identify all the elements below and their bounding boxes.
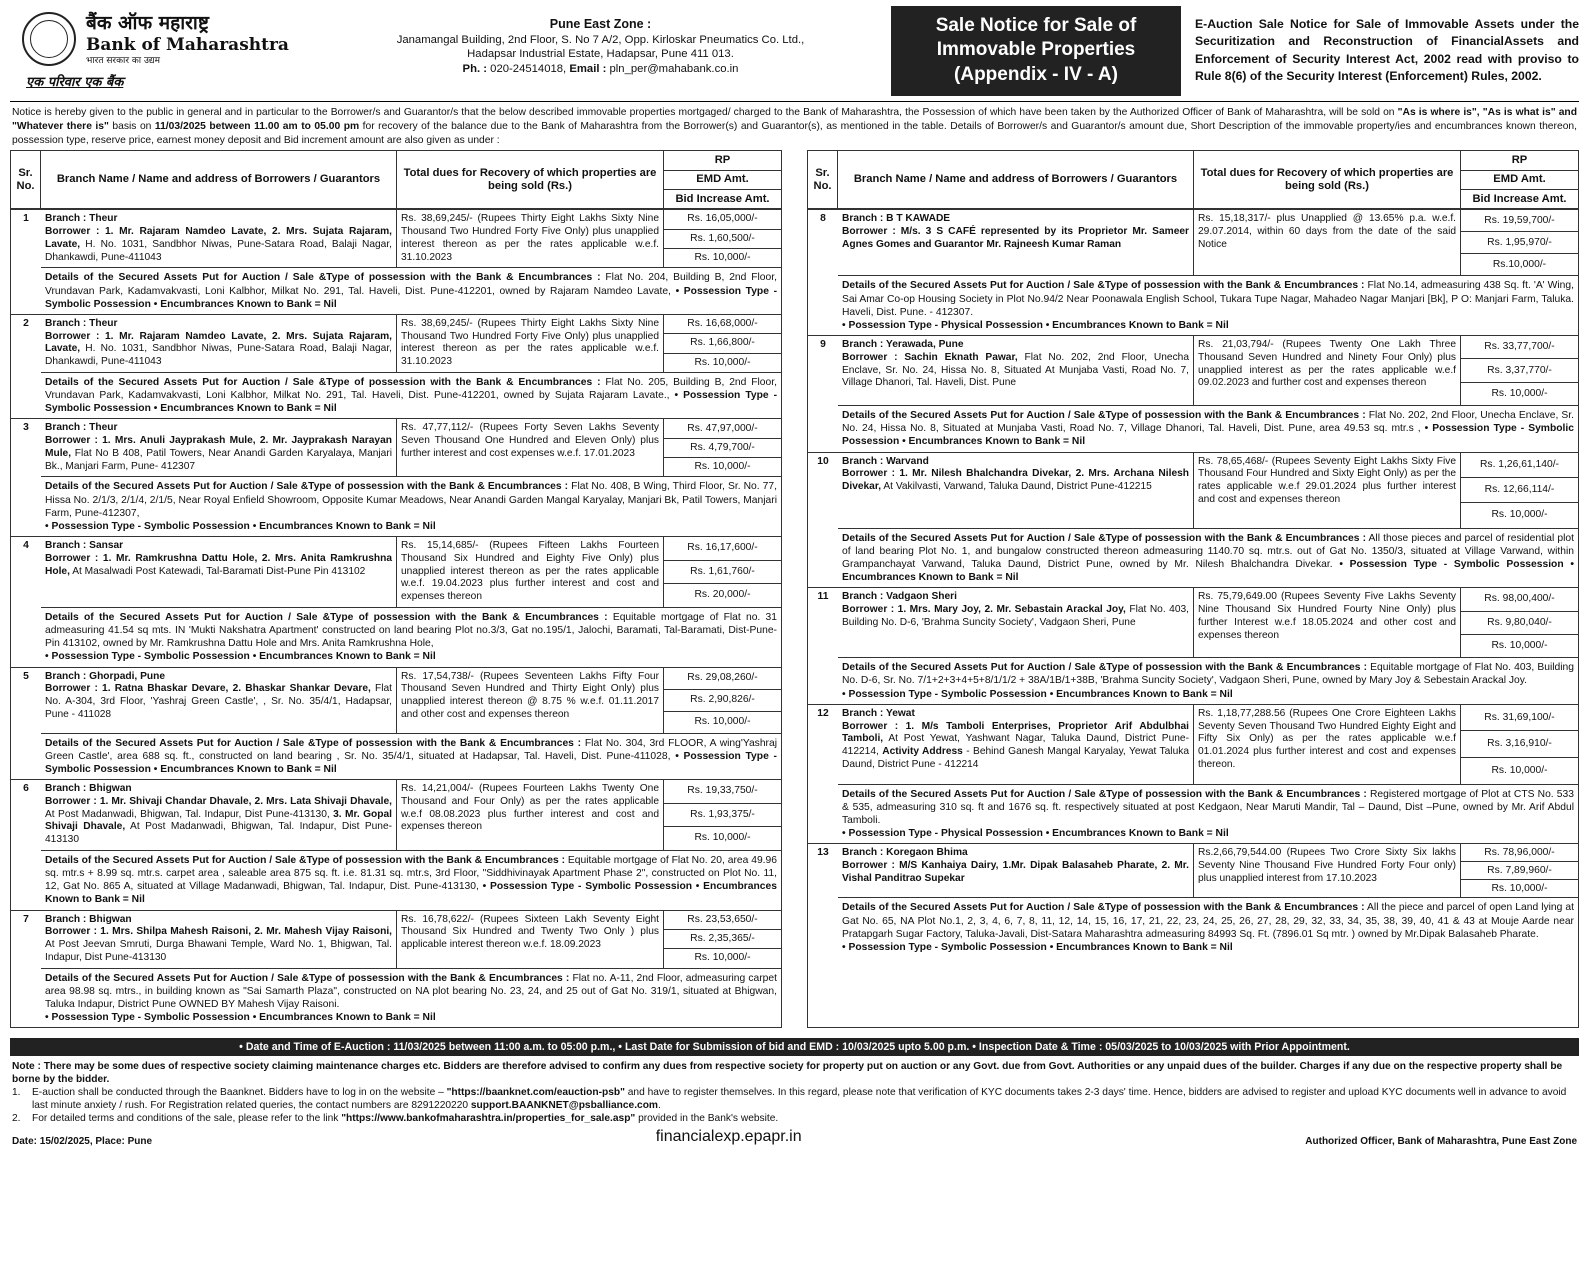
row-borrower: Branch : Sansar Borrower : 1. Mr. Ramkrushna Dattu Hole, 2. Mrs. Anita Ramkrushna Hole, At Masalwadi Post Katewadi, Tal-Baramati Dist-Pune Pin 413102 xyxy=(41,537,397,607)
row-rp: Rs. 33,77,700/- xyxy=(1461,336,1578,359)
intro-text: Notice is hereby given to the public in general and in particular to the Borrower/s and Guarantor/s that the below described immovable properties mortgaged/ charged to the Bank of Maharashtra, the Possession of which have been taken by the Authorized Officer of Bank of Maharashtra, will be sold on "As is where is", "As is what is" and "Whatever there is" basis on 11/03/2025 between 11.00 am to 05.00 pm for recovery of the balance due to the Bank of Maharashtra from the Borrower(s) and Guarantor(s), as mentioned in the table. Details of Borrower/s and Guarantor/s amount due, Short Description of the immovable property/ies and encumbrances known thereon, possession type, reserve price, earnest money deposit and Bid increment amount are also given as under : xyxy=(12,107,1578,146)
table-row xyxy=(11,667,781,733)
row-details: Details of the Secured Assets Put for Auction / Sale &Type of possession with the Bank & Encumbrances : Equitable mortgage of Flat No. 403, Building No. D-6, Sr. No. 7/1+2+3+4+5+8/1/1/2 + 38A/1B/1+38B, 'Brahma Suncity Society', Vadgaon Sheri, Pune, owned by Mary Joy & Sebestain Arackal Joy. • Possession Type - Symbolic Possession • Encumbrances Known to Bank = Nil xyxy=(838,657,1578,704)
header-name: Branch Name / Name and address of Borrowers / Guarantors xyxy=(41,151,397,208)
zone-line1: Janamangal Building, 2nd Floor, S. No 7 A/2, Opp. Kirloskar Pneumatics Co. Ltd., xyxy=(396,33,805,46)
row-amounts xyxy=(1461,705,1578,784)
row-amounts xyxy=(664,780,781,850)
signatory: Authorized Officer, Bank of Maharashtra, Pune East Zone xyxy=(1305,1135,1577,1147)
row-emd: Rs. 9,80,040/- xyxy=(1461,612,1578,635)
row-bid: Rs.10,000/- xyxy=(1492,258,1547,270)
row-dues: Rs.2,66,79,544.00 (Rupees Two Crore Sixty Six lakhs Seventy Nine Thousand Five Hundred Forty Four only) plus unapplied interest from 17.10.2023 xyxy=(1194,844,1461,897)
row-borrower: Branch : Theur Borrower : 1. Mrs. Anuli Jayprakash Mule, 2. Mr. Jayprakash Narayan Mule, Flat No B 408, Patil Towers, Near Anandi Garden Karyalaya, Manjari Bk., Manjari Farm, Pune- 412307 xyxy=(41,419,397,476)
row-borrower: Branch : Bhigwan Borrower : 1. Mrs. Shilpa Mahesh Raisoni, 2. Mr. Mahesh Vijay Raisoni, At Post Jeevan Smruti, Durga Bhawani Temple, Ward No. 1, Bhigwan, Tal. Indapur, Dist Pune-413130 xyxy=(41,911,397,968)
row-emd: Rs. 1,60,500/- xyxy=(664,230,781,249)
row-emd: Rs. 4,79,700/- xyxy=(664,439,781,458)
footer xyxy=(10,1128,1579,1147)
row-bid: Rs. 10,000/- xyxy=(694,715,751,727)
row-rp: Rs. 16,17,600/- xyxy=(664,537,781,561)
row-bid: Rs. 10,000/- xyxy=(694,952,751,964)
row-amounts xyxy=(1461,588,1578,657)
header-name: Branch Name / Name and address of Borrowers / Guarantors xyxy=(838,151,1194,208)
row-details: Details of the Secured Assets Put for Auction / Sale &Type of possession with the Bank & Encumbrances : Flat No. 205, Building B, 2nd Floor, Vrundavan Park, Kadamvakvasti, Loni Kalbhor, Milkat No. 291, Tal. Haveli, Dist. Pune-412201, owned by Sujata Rajaram Lavate., • Possession Type - Symbolic Possession • Encumbrances Known to Bank = Nil xyxy=(41,372,781,419)
row-rp: Rs. 78,96,000/- xyxy=(1461,844,1578,862)
auction-dates-bar: • Date and Time of E-Auction : 11/03/2025 between 11:00 a.m. to 05:00 p.m., • Last Date for Submission of bid and EMD : 10/03/2025 upto 5.00 p.m. • Inspection Date & Time : 05/03/2025 to 10/03/2025 with Prior Appointment. xyxy=(10,1038,1579,1056)
logo-english: Bank of Maharashtra xyxy=(86,35,289,56)
row-dues: Rs. 38,69,245/- (Rupees Thirty Eight Lakhs Sixty Nine Thousand Two Hundred Forty Five Only) plus unapplied interest thereon as per the rates applicable w.e.f. 31.10.2023 xyxy=(397,210,664,267)
row-bid: Rs. 10,000/- xyxy=(1491,387,1548,399)
row-emd: Rs. 1,95,970/- xyxy=(1461,232,1578,254)
row-sr: 10 xyxy=(817,455,829,467)
note-item-2: 2. For detailed terms and conditions of the sale, please refer to the link "https://www.bankofmaharashtra.in/properties_for_sale.asp" provided in the Bank's website. xyxy=(12,1113,779,1125)
row-borrower: Branch : Vadgaon Sheri Borrower : 1. Mrs. Mary Joy, 2. Mr. Sebastain Arackal Joy, Flat No. 403, Building No. D-6, 'Brahma Suncity Society', Vadgaon Sheri, Pune xyxy=(838,588,1194,657)
table-row xyxy=(808,704,1578,784)
header-dues: Total dues for Recovery of which properties are being sold (Rs.) xyxy=(1194,151,1461,208)
row-bid: Rs. 10,000/- xyxy=(1491,509,1548,521)
table-row xyxy=(808,843,1578,897)
row-emd: Rs. 1,61,760/- xyxy=(664,561,781,585)
row-rp: Rs. 98,00,400/- xyxy=(1461,588,1578,611)
row-rp: Rs. 31,69,100/- xyxy=(1461,705,1578,732)
row-sr: 2 xyxy=(23,317,29,329)
header-emd: EMD Amt. xyxy=(1461,171,1578,190)
left-table xyxy=(10,150,782,1028)
note-text: Note : There may be some dues of respective society claiming maintenance charges etc. Bidders are therefore advised to confirm any dues from respective society for property put on auction or any Govt. due from Govt. Authorities or any unpaid dues of the builder. Charges if any due on the respective property shall be borne by the bidder. xyxy=(12,1061,1563,1086)
header-dues: Total dues for Recovery of which properties are being sold (Rs.) xyxy=(397,151,664,208)
row-sr: 13 xyxy=(817,847,829,859)
row-borrower: Branch : Theur Borrower : 1. Mr. Rajaram Namdeo Lavate, 2. Mrs. Sujata Rajaram, Lavate, H. No. 1031, Sandbhor Niwas, Pune-Satara Road, Balaji Nagar, Dhankawdi, Pune-411043 xyxy=(41,210,397,267)
row-details: Details of the Secured Assets Put for Auction / Sale &Type of possession with the Bank & Encumbrances : All those pieces and parcel of residential plot of land bearing Plot No. 1, and bungalow constructed thereon admeasuring 1140.70 sq. mtr.s. out of Gat No. 1350/3, situated at Village Varwand, within Grampanchayat Varwand, Taluka Daund, District Pune, owned by Mr. Nilesh Bhalchandra Divekar. • Possession Type - Symbolic Possession • Encumbrances Known to Bank = Nil xyxy=(838,528,1578,588)
row-sr: 3 xyxy=(23,422,29,434)
row-amounts xyxy=(664,315,781,372)
table-row xyxy=(11,418,781,476)
row-details: Details of the Secured Assets Put for Auction / Sale &Type of possession with the Bank & Encumbrances : All the piece and parcel of open Land lying at Gat No. 65, NA Plot No.1, 2, 3, 4, 6, 7, 8, 11, 12, 14, 15, 16, 17, 21, 22, 23, 24, 25, 26, 27, 28, 29, 32, 33, 34, 35, 38, 39, 40, 41 & 43 at Mouje Aarde near Pratapgarh Sugar Factory, Taluka-Javali, Dist-Satara Maharashtra admeasuring 84993 Sq. Ft. (7896.01 Sq mtr. ) owned by Mr.Dipak Balasaheb Pharate. • Possession Type - Symbolic Possession • Encumbrances Known to Bank = Nil xyxy=(838,897,1578,957)
row-sr: 12 xyxy=(817,707,829,719)
row-rp: Rs. 1,26,61,140/- xyxy=(1461,453,1578,478)
row-sr: 1 xyxy=(23,213,29,225)
row-details: Details of the Secured Assets Put for Auction / Sale &Type of possession with the Bank & Encumbrances : Flat No. 408, B Wing, Third Floor, Sr. No. 77, Hissa No. 2/1/3, 2/1/4, 2/1/5, Near Royal Enfield Showroom, Opposite Kumar Meadows, Near Anandi Garden Mangal Karyalay, Manjari Bk, Patil Towers, Manjari Farm, Pune-412307, • Possession Type - Symbolic Possession • Encumbrances Known to Bank = Nil xyxy=(41,476,781,536)
row-dues: Rs. 78,65,468/- (Rupees Seventy Eight Lakhs Sixty Five Thousand Four Hundred and Sixty Eight Only) as per the rates applicable w.e.f 29.01.2024 plus further interest and cost and expenses thereon xyxy=(1194,453,1461,528)
row-dues: Rs. 15,14,685/- (Rupees Fifteen Lakhs Fourteen Thousand Six Hundred and Eighty Five Only) plus unapplied interest thereon as per the rates applicable w.e.f. 19.04.2023 plus further interest and cost and expenses thereon xyxy=(397,537,664,607)
header xyxy=(10,6,1579,102)
row-bid: Rs. 10,000/- xyxy=(1491,640,1548,652)
row-rp: Rs. 16,68,000/- xyxy=(664,315,781,334)
row-details: Details of the Secured Assets Put for Auction / Sale &Type of possession with the Bank & Encumbrances : Flat No.14, admeasuring 438 Sq. ft. 'A' Wing, Sai Amar Co-op Housing Society in Plot No.94/2 Near Poonawala English School, Tukara Tupe Nagar, Mahadeo Nagar Manjari [Bk], P O: Manjari Farm, Taluka. Haveli, Dist. Pune. - 412307. • Possession Type - Physical Possession • Encumbrances Known to Bank = Nil xyxy=(838,275,1578,335)
table-row xyxy=(808,209,1578,275)
row-details: Details of the Secured Assets Put for Auction / Sale &Type of possession with the Bank & Encumbrances : Flat No. 202, 2nd Floor, Unecha Enclave, Sr. No. 24, Hissa No. 8, Situated at Munjaba Vasti, Road No. 7, Village Dhanori, Tal. Haveli, Dist. Pune, area 49.53 sq. mtr.s , • Possession Type - Symbolic Possession • Encumbrances Known to Bank = Nil xyxy=(838,405,1578,452)
table-row xyxy=(11,910,781,968)
row-sr: 6 xyxy=(23,783,29,795)
row-emd: Rs. 1,93,375/- xyxy=(664,804,781,828)
row-amounts xyxy=(1461,210,1578,275)
table-row xyxy=(11,779,781,850)
table-row xyxy=(11,536,781,607)
row-amounts xyxy=(664,537,781,607)
notice-title: Sale Notice for Sale of Immovable Properties (Appendix - IV - A) xyxy=(891,6,1181,96)
row-details: Details of the Secured Assets Put for Auction / Sale &Type of possession with the Bank & Encumbrances : Registered mortgage of Plot at CTS No. 533 & 535, admeasuring 310 sq. ft and 1676 sq. ft. respectively situated at post Kedgaon, Near Maruti Mandir, Tal – Daund, Dist –Pune, owned by Mr. Arif Abdul Tamboli. • Possession Type - Physical Possession • Encumbrances Known to Bank = Nil xyxy=(838,784,1578,844)
table-row xyxy=(808,335,1578,405)
row-rp: Rs. 47,97,000/- xyxy=(664,419,781,438)
zone-email[interactable]: pln_per@mahabank.co.in xyxy=(609,63,739,76)
bank-seal-icon xyxy=(22,12,76,66)
row-borrower: Branch : Koregaon Bhima Borrower : M/S Kanhaiya Dairy, 1.Mr. Dipak Balasaheb Pharate, 2. Mr. Vishal Panditrao Supekar xyxy=(838,844,1194,897)
row-details: Details of the Secured Assets Put for Auction / Sale &Type of possession with the Bank & Encumbrances : Flat No. 304, 3rd FLOOR, A wing'Yashraj Green Castle', area 688 sq. ft., constructed on land bearing , Sr. No. 35/4/1, situated at Hadapsar, Tal. Haveli, Dist. Pune-411028, • Possession Type - Symbolic Possession • Encumbrances Known to Bank = Nil xyxy=(41,733,781,780)
row-bid: Rs. 10,000/- xyxy=(1491,764,1548,776)
row-emd: Rs. 2,90,826/- xyxy=(664,690,781,712)
row-rp: Rs. 19,33,750/- xyxy=(664,780,781,804)
header-rp: RP xyxy=(1461,151,1578,170)
row-amounts xyxy=(1461,336,1578,405)
table-row xyxy=(808,587,1578,657)
row-dues: Rs. 17,54,738/- (Rupees Seventeen Lakhs Fifty Four Thousand Seven Hundred and Thirty Eight Only) plus unapplied interest thereon @ 8.75 % w.e.f. 01.11.2017 and other cost and expenses thereon xyxy=(397,668,664,733)
zone-line2: Hadapsar Industrial Estate, Hadapsar, Pune 411 013. xyxy=(467,48,734,61)
header-sr: Sr. No. xyxy=(11,151,41,208)
row-sr: 8 xyxy=(820,213,826,225)
logo-tagline: एक परिवार एक बैंक xyxy=(26,75,124,91)
row-rp: Rs. 16,05,000/- xyxy=(664,210,781,229)
row-amounts xyxy=(1461,453,1578,528)
notes xyxy=(10,1056,1579,1125)
zone-phone: 020-24514018, xyxy=(490,63,567,76)
header-rp: RP xyxy=(664,151,781,170)
logo-subtitle: भारत सरकार का उद्यम xyxy=(86,56,160,67)
row-dues: Rs. 47,77,112/- (Rupees Forty Seven Lakhs Seventy Seven Thousand One Hundred and Eleven Only) plus further interest and cost expenses w.e.f. 17.01.2023 xyxy=(397,419,664,476)
row-amounts xyxy=(664,419,781,476)
row-rp: Rs. 29,08,260/- xyxy=(664,668,781,690)
tables xyxy=(10,150,1579,1028)
table-header xyxy=(11,151,781,209)
row-bid: Rs. 10,000/- xyxy=(694,252,751,264)
row-borrower: Branch : B T KAWADE Borrower : M/s. 3 S CAFÉ represented by its Proprietor Mr. Sameer Agnes Gomes and Guarantor Mr. Rajneesh Kumar Raman xyxy=(838,210,1194,275)
row-bid: Rs. 10,000/- xyxy=(694,832,751,844)
header-emd: EMD Amt. xyxy=(664,171,781,190)
row-dues: Rs. 14,21,004/- (Rupees Fourteen Lakhs Twenty One Thousand and Four Only) as per the rates applicable w.e.f 08.08.2023 plus further interest and cost and expenses thereon xyxy=(397,780,664,850)
date-place: Date: 15/02/2025, Place: Pune xyxy=(12,1135,153,1147)
row-amounts xyxy=(664,911,781,968)
row-bid: Rs. 20,000/- xyxy=(694,589,751,601)
row-sr: 7 xyxy=(23,913,29,925)
row-details: Details of the Secured Assets Put for Auction / Sale &Type of possession with the Bank & Encumbrances : Equitable mortgage of Flat No. 20, area 49.96 sq. mtr.s + 8.99 sq. mtr.s. carpet area , saleable area 875 sq. ft. i.e. 81.31 sq. mtr.s, 3rd Floor, "Siddhivinayak Apartment Phase 2", constructed on Plot No. 11, 12, Gat No. 865 A, situated at Village Madanwadi, Bhigwan, Tal. Indapur, Dist. Pune-413130, • Possession Type - Symbolic Possession • Encumbrances Known to Bank = Nil xyxy=(41,850,781,910)
act-text: E-Auction Sale Notice for Sale of Immovable Assets under the Securitization and Reconstruction of FinancialAssets and Enforcement of Security Interest Act, 2002 read with proviso to Rule 8(6) of the Security Interest (Enforcement) Rules, 2002. xyxy=(1195,17,1579,83)
row-dues: Rs. 21,03,794/- (Rupees Twenty One Lakh Three Thousand Seven Hundred and Ninety Four Only) plus unapplied interest as per the rates applicable w.e.f 09.02.2023 and further cost and expenses thereon xyxy=(1194,336,1461,405)
row-dues: Rs. 75,79,649.00 (Rupees Seventy Five Lakhs Seventy Nine Thousand Six Hundred Fourty Nine Only) plus further Interest w.e.f 18.05.2024 and other cost and expenses thereon xyxy=(1194,588,1461,657)
source-url[interactable]: financialexp.epapr.in xyxy=(655,1128,802,1146)
row-bid: Rs. 10,000/- xyxy=(1491,882,1548,894)
header-sr: Sr. No. xyxy=(808,151,838,208)
table-row xyxy=(11,314,781,372)
row-amounts xyxy=(1461,844,1578,897)
row-amounts xyxy=(664,668,781,733)
row-borrower: Branch : Ghorpadi, Pune Borrower : 1. Ratna Bhaskar Devare, 2. Bhaskar Shankar Devare, Flat No. A-304, 3rd Floor, 'Yashraj Green Castle', , Sr. No. 35/4/1, Hadapsar, Pune - 411028 xyxy=(41,668,397,733)
row-sr: 9 xyxy=(820,339,826,351)
row-amounts xyxy=(664,210,781,267)
bank-logo xyxy=(10,6,310,101)
row-bid: Rs. 10,000/- xyxy=(694,356,751,368)
row-rp: Rs. 23,53,650/- xyxy=(664,911,781,930)
header-bid: Bid Increase Amt. xyxy=(1472,192,1567,205)
row-emd: Rs. 7,89,960/- xyxy=(1461,862,1578,880)
header-amounts xyxy=(664,151,781,208)
row-dues: Rs. 16,78,622/- (Rupees Sixteen Lakh Seventy Eight Thousand Six Hundred and Twenty Two Only ) plus applicable interest thereon w.e.f. 18.09.2023 xyxy=(397,911,664,968)
right-table xyxy=(807,150,1579,1028)
row-borrower: Branch : Theur Borrower : 1. Mr. Rajaram Namdeo Lavate, 2. Mrs. Sujata Rajaram, Lavate, H. No. 1031, Sandbhor Niwas, Pune-Satara Road, Balaji Nagar, Dhankawdi, Pune-411043 xyxy=(41,315,397,372)
row-emd: Rs. 3,16,910/- xyxy=(1461,731,1578,758)
row-sr: 5 xyxy=(23,670,29,682)
note-item-1: 1. E-auction shall be conducted through the Baanknet. Bidders have to log in on the website – "https://baanknet.com/eauction-psb" and have to register themselves. In this regard, please note that verification of KYC documents takes 2-3 days' time. Hence, bidders are advised to register and upload KYC documents well in advance to avoid last minute anxiety / rush. For Registration related queries, the contact numbers are 8291220220 support.BAANKNET@psballiance.com. xyxy=(12,1087,1567,1112)
row-details: Details of the Secured Assets Put for Auction / Sale &Type of possession with the Bank & Encumbrances : Flat No. 204, Building B, 2nd Floor, Vrundavan Park, Kadamvakvasti, Loni Kalbhor, Milkat No. 291, Tal. Haveli, Dist. Pune-412201, owned by Rajaram Namdeo Lavate, • Possession Type - Symbolic Possession • Encumbrances Known to Bank = Nil xyxy=(41,267,781,314)
header-bid: Bid Increase Amt. xyxy=(675,192,770,205)
row-details: Details of the Secured Assets Put for Auction / Sale &Type of possession with the Bank & Encumbrances : Flat no. A-11, 2nd Floor, admeasuring carpet area 98.98 sq. mtrs., in building known as "Sai Samarth Plaza", constructed on NA plot bearing No. 23, 24, and 25 out of Gat No. 319/1, situated at Bhigwan, Taluka Indapur, District Pune OWNED BY Mahesh Vijay Raisoni. • Possession Type - Symbolic Possession • Encumbrances Known to Bank = Nil xyxy=(41,968,781,1028)
row-emd: Rs. 2,35,365/- xyxy=(664,930,781,949)
row-borrower: Branch : Yewat Borrower : 1. M/s Tamboli Enterprises, Proprietor Arif Abdulbhai Tamboli, At Post Yewat, Yashwant Nagar, Taluka Daund, District Pune- 412214, Activity Address - Behind Ganesh Mangal Karyalay, Yewat Taluka Daund, District Pune - 412214 xyxy=(838,705,1194,784)
row-details: Details of the Secured Assets Put for Auction / Sale &Type of possession with the Bank & Encumbrances : Equitable mortgage of Flat no. 31 admeasuring 41.54 sq mts. IN 'Mukti Nakshatra Apartment' constructed on land bearing Plot no.3/3, Gat no.195/1, Jalochi, Baramati, Tal-Baramati, Dist-Pune- Pin 413102, owned by Mr. Ramkrushna Dattu Hole and Mrs. Anita Ramkrushna Hole, • Possession Type - Symbolic Possession • Encumbrances Known to Bank = Nil xyxy=(41,607,781,667)
row-rp: Rs. 19,59,700/- xyxy=(1461,210,1578,232)
row-borrower: Branch : Warvand Borrower : 1. Mr. Nilesh Bhalchandra Divekar, 2. Mrs. Archana Nilesh Divekar, At Vakilvasti, Varwand, Taluka Daund, District Pune-412215 xyxy=(838,453,1194,528)
zone-title: Pune East Zone : xyxy=(549,17,652,31)
zone-address: Pune East Zone : Janamangal Building, 2nd Floor, S. No 7 A/2, Opp. Kirloskar Pneumatics Co. Ltd., Hadapsar Industrial Estate, Hadapsar, Pune 411 013. Ph. : 020-24514018, Email : pln_per@mahabank.co.in xyxy=(396,17,805,76)
row-dues: Rs. 38,69,245/- (Rupees Thirty Eight Lakhs Sixty Nine Thousand Two Hundred Forty Five Only) plus unapplied interest thereon as per the rates applicable w.e.f. 31.10.2023 xyxy=(397,315,664,372)
header-amounts xyxy=(1461,151,1578,208)
row-dues: Rs. 15,18,317/- plus Unapplied @ 13.65% p.a. w.e.f. 29.07.2014, within 60 days from the date of the said Notice xyxy=(1194,210,1461,275)
table-header xyxy=(808,151,1578,209)
row-sr: 4 xyxy=(23,540,29,552)
row-emd: Rs. 3,37,770/- xyxy=(1461,359,1578,382)
logo-hindi: बैंक ऑफ महाराष्ट्र xyxy=(86,12,209,34)
row-bid: Rs. 10,000/- xyxy=(694,461,751,473)
row-sr: 11 xyxy=(817,591,829,603)
table-row xyxy=(11,209,781,267)
row-borrower: Branch : Bhigwan Borrower : 1. Mr. Shivaji Chandar Dhavale, 2. Mrs. Lata Shivaji Dhavale, At Post Madanwadi, Bhigwan, Tal. Indapur, Dist Pune-413130, 3. Mr. Gopal Shivaji Dhavale, At Post Madanwadi, Bhigwan, Tal. Indapur, Dist Pune-413130 xyxy=(41,780,397,850)
table-row xyxy=(808,452,1578,528)
row-emd: Rs. 12,66,114/- xyxy=(1461,478,1578,503)
row-dues: Rs. 1,18,77,288.56 (Rupees One Crore Eighteen Lakhs Seventy Seven Thousand Two Hundred Eighty Eight and Fifty Six Only) as per the rates applicable w.e.f 01.01.2024 plus further interest and cost and expenses thereon. xyxy=(1194,705,1461,784)
row-borrower: Branch : Yerawada, Pune Borrower : Sachin Eknath Pawar, Flat No. 202, 2nd Floor, Unecha Enclave, Sr. No. 24, Hissa No. 8, Situated At Munjaba Vasti, Road No. 7, Village Dhanori, Tal. Haveli, Dist. Pune xyxy=(838,336,1194,405)
row-emd: Rs. 1,66,800/- xyxy=(664,334,781,353)
